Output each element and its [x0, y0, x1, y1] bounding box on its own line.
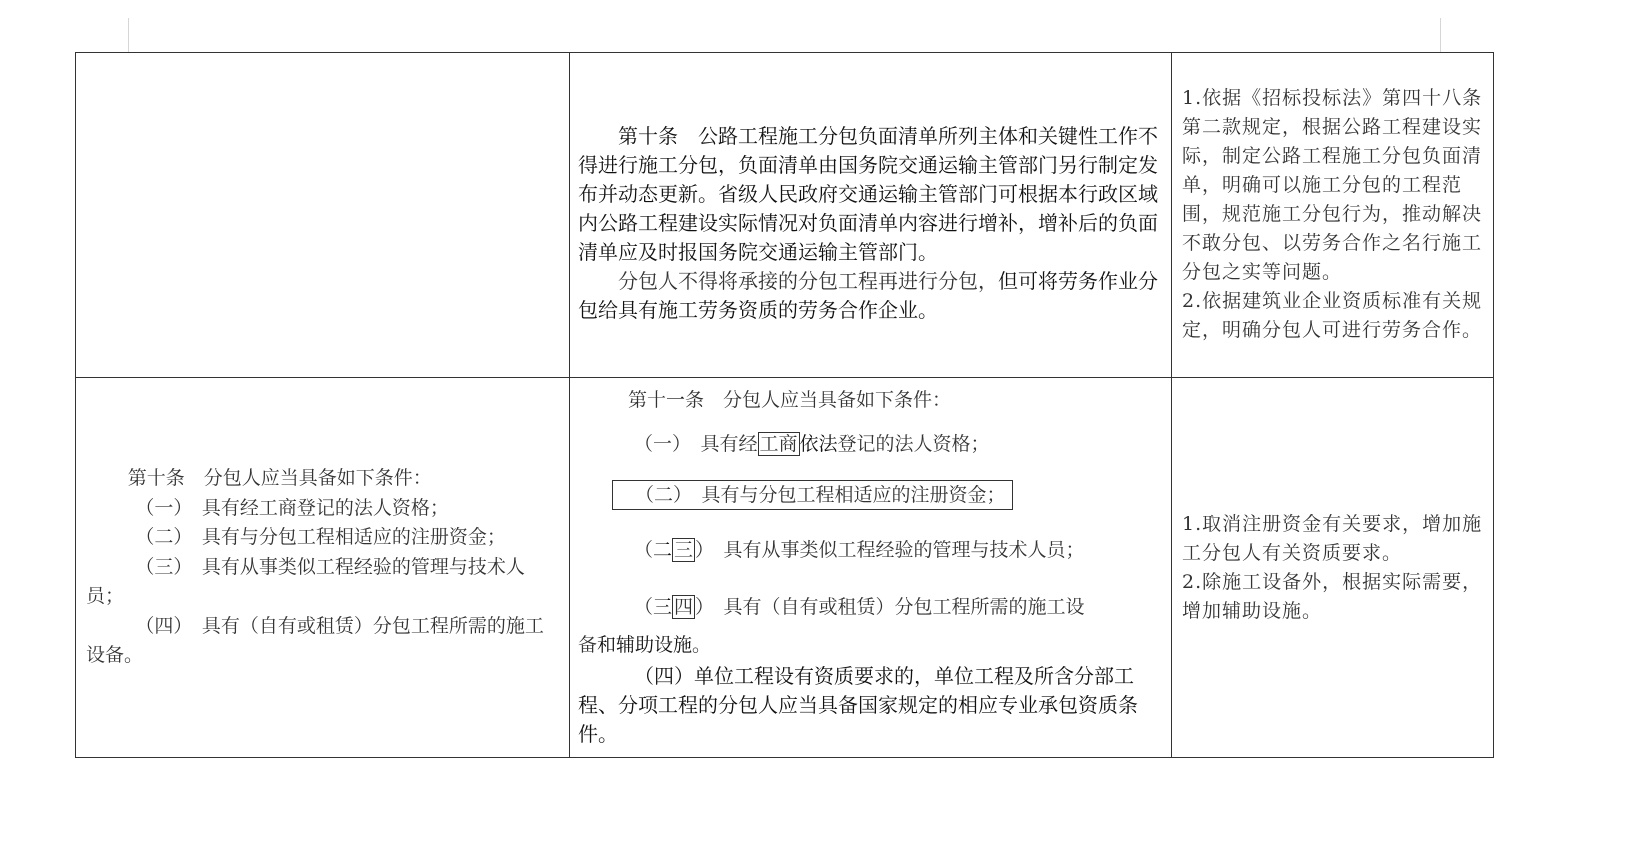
old-item-4: （四） 具有（自有或租赁）分包工程所需的施工设备。 — [86, 614, 544, 667]
new-item-3-continued: 备和辅助设施。 — [578, 634, 712, 656]
new-paragraph-1: 第十条 公路工程施工分包负面清单所列主体和关键性工作不得进行施工分包，负面清单由国务院交通运输主管部门另行制定发布并动态更新。省级人民政府交通运输主管部门可根据本行政区域内公路工程建设实际情况对负面清单内容进行增补，增补后的负面清单应及时报国务院交通运输主管部门。 — [578, 123, 1158, 264]
new-item-3: （三 四 ） 具有（自有或租赁）分包工程所需的施工设 — [634, 596, 1085, 618]
old-item-3: （三） 具有从事类似工程经验的管理与技术人员； — [86, 555, 525, 608]
right-margin-mark — [1440, 18, 1441, 52]
old-item-1: （一） 具有经工商登记的法人资格； — [135, 496, 449, 519]
table-row — [76, 53, 1494, 378]
new-item-1: （一） 具有经 工商 依法登记的法人资格； — [634, 433, 990, 455]
reason-cell — [1172, 378, 1494, 758]
new-paragraph-2 — [578, 267, 1163, 325]
old-item-2: （二） 具有与分包工程相适应的注册资金； — [135, 526, 506, 549]
deleted-text-box: 三 — [674, 539, 694, 561]
inserted-text: 二 — [653, 539, 673, 561]
new-item-4: （四）单位工程设有资质要求的，单位工程及所含分部工程、分项工程的分包人应当具备国家规定的相应专业承包资质条件。 — [578, 664, 1138, 746]
table-row — [76, 378, 1494, 758]
new-text-cell — [570, 53, 1172, 378]
reason-item-2: 2.依据建筑业企业资质标准有关规定，明确分包人可进行劳务合作。 — [1182, 289, 1483, 341]
reason-item-1: 1.取消注册资金有关要求，增加施工分包人有关资质要求。 — [1182, 512, 1483, 564]
new-heading: 第十一条 分包人应当具备如下条件： — [628, 389, 952, 411]
reason-cell — [1172, 53, 1494, 378]
old-text-cell — [76, 53, 570, 378]
inserted-text: 和辅助设施 — [597, 634, 693, 656]
deleted-text-box: 四 — [674, 596, 694, 618]
old-heading: 第十条 分包人应当具备如下条件： — [127, 467, 432, 490]
inserted-text: 但可将劳务作业分包给具有施工劳务资质的劳务合作企业。 — [578, 268, 1158, 322]
reason-item-1: 1.依据《招标投标法》第四十八条第二款规定，根据公路工程建设实际，制定公路工程施工分包负面清单，明确可以施工分包的工程范围，规范施工分包行为，推动解决不敢分包、以劳务合作之名行施工分包之实等问题。 — [1182, 86, 1483, 283]
deleted-text-box: 工商 — [759, 433, 798, 455]
inserted-text: 依法 — [799, 433, 838, 455]
deleted-item-box: （二） 具有与分包工程相适应的注册资金； — [612, 480, 1013, 510]
inserted-text: 一 — [666, 389, 686, 411]
reason-item-2: 2.除施工设备外，根据实际需要，增加辅助设施。 — [1182, 570, 1483, 622]
old-text-cell — [76, 378, 570, 758]
new-text-cell — [570, 378, 1172, 758]
inserted-text: 三 — [653, 596, 673, 618]
comparison-table — [75, 52, 1494, 758]
unchanged-text: 分包人不得将承接的分包工程再进行分包， — [618, 268, 998, 293]
left-margin-mark — [128, 18, 129, 52]
new-item-2: （二 三 ） 具有从事类似工程经验的管理与技术人员； — [634, 539, 1085, 561]
